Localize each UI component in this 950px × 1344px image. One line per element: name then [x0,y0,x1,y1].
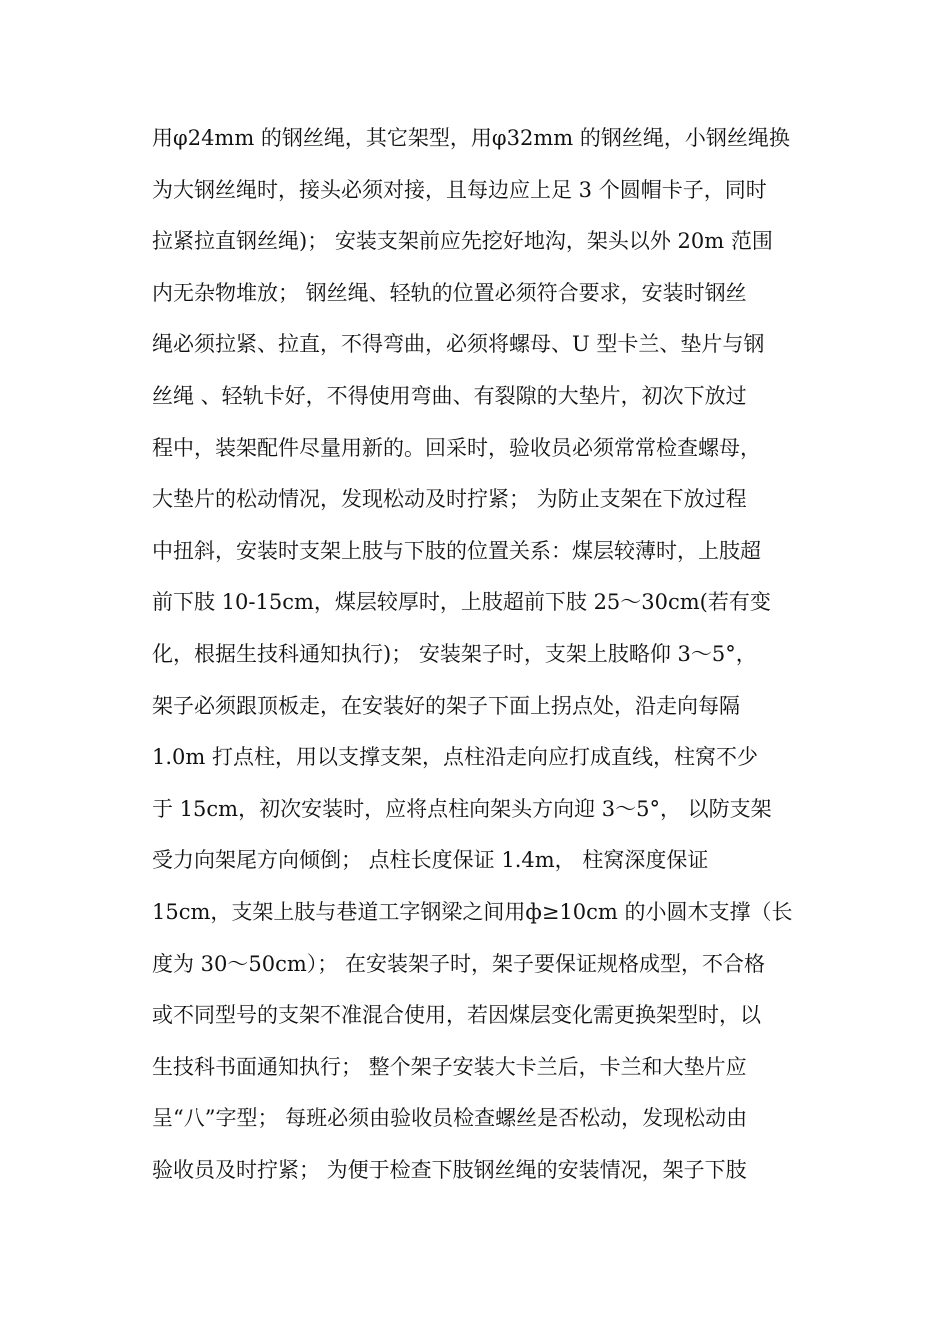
text-line: 1.0m 打点柱，用以支撑支架，点柱沿走向应打成直线，柱窝不少 [152,745,758,770]
text-line: 呈“八”字型； 每班必须由验收员检查螺丝是否松动，发现松动由 [152,1106,748,1131]
text-line: 拉紧拉直钢丝绳)； 安装支架前应先挖好地沟，架头以外 20m 范围 [152,229,773,254]
text-line: 大垫片的松动情况，发现松动及时拧紧； 为防止支架在下放过程 [152,487,747,512]
text-line: 丝绳 、轻轨卡好，不得使用弯曲、有裂隙的大垫片，初次下放过 [152,383,747,408]
text-line: 绳必须拉紧、拉直，不得弯曲，必须将螺母、U 型卡兰、垫片与钢 [152,332,765,357]
text-line: 为大钢丝绳时，接头必须对接，且每边应上足 3 个圆帽卡子，同时 [152,177,767,202]
text-line: 内无杂物堆放； 钢丝绳、轻轨的位置必须符合要求，安装时钢丝 [152,280,747,305]
text-line: 前下肢 10-15cm，煤层较厚时，上肢超前下肢 25～30cm(若有变 [152,590,771,615]
text-line: 架子必须跟顶板走，在安装好的架子下面上拐点处，沿走向每隔 [152,693,740,718]
text-line: 用φ24mm 的钢丝绳，其它架型，用φ32mm 的钢丝绳，小钢丝绳换 [152,126,790,150]
text-line: 程中，装架配件尽量用新的。回采时，验收员必须常常检查螺母， [152,435,761,460]
body-text [152,118,812,1201]
text-line: 验收员及时拧紧； 为便于检查下肢钢丝绳的安装情况，架子下肢 [152,1157,747,1182]
text-line: 15cm，支架上肢与巷道工字钢梁之间用ф≥10cm 的小圆木支撑（长 [152,899,793,924]
text-line: 度为 30～50cm）； 在安装架子时，架子要保证规格成型，不合格 [152,951,765,976]
text-line: 生技科书面通知执行； 整个架子安装大卡兰后，卡兰和大垫片应 [152,1054,747,1079]
text-line: 中扭斜，安装时支架上肢与下肢的位置关系：煤层较薄时，上肢超 [152,538,761,563]
text-line: 化，根据生技科通知执行)； 安装架子时，支架上肢略仰 3～5°， [152,641,757,666]
text-line: 于 15cm，初次安装时，应将点柱向架头方向迎 3～5°， 以防支架 [152,796,772,821]
text-line: 或不同型号的支架不准混合使用，若因煤层变化需更换架型时，以 [152,1003,761,1028]
text-line: 受力向架尾方向倾倒； 点柱长度保证 1.4m， 柱窝深度保证 [152,848,709,873]
